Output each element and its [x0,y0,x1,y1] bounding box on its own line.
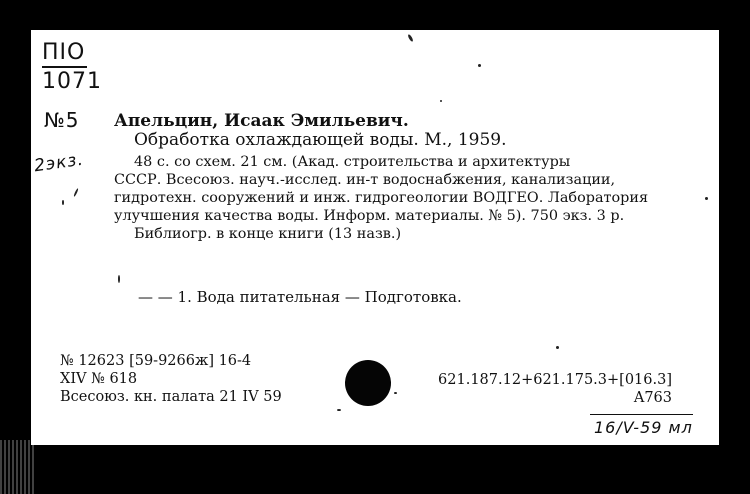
udc-line: A763 [633,390,672,406]
author-name: Апельцин, Исаак Эмильевич. [114,111,409,131]
bibliographic-description [114,153,648,243]
handwritten-copies: 2экз. [32,149,86,177]
description-line: СССР. Всесоюз. науч.-исслед. ин-т водоснабжения, канализации, [114,172,616,188]
registration-line: Всесоюз. кн. палата 21 IV 59 [60,389,282,405]
handwritten-date-note: 16/V-59 мл [594,418,693,437]
registration-block [60,352,282,406]
book-title: Обработка охлаждающей воды. М., 1959. [134,130,507,150]
scanner-edge-strip [0,440,34,494]
description-line: Библиогр. в конце книги (13 назв.) [134,226,402,242]
scan-speck [118,275,120,283]
handwritten-shelf-mark-2: 1071 [42,69,102,94]
scan-speck [394,392,397,394]
udc-line: 621.187.12+621.175.3+[016.3] [438,372,672,388]
scan-speck [705,197,708,200]
handwritten-number: №5 [44,108,80,132]
punch-hole [345,360,391,406]
scan-speck [440,100,442,102]
description-line: гидротехн. сооружений и инж. гидрогеологии ВОДГЕО. Лаборатория [114,190,649,206]
scan-speck [337,409,341,411]
registration-line: № 12623 [59-9266ж] 16-4 [60,353,252,369]
handwritten-shelf-mark-1: ПIО [42,40,86,65]
description-line: улучшения качества воды. Информ. материалы. № 5). 750 экз. 3 р. [114,208,625,224]
scan-speck [478,64,481,67]
registration-line: XIV № 618 [60,371,138,387]
udc-block [434,371,672,407]
subject-heading: — — 1. Вода питательная — Подготовка. [138,288,462,306]
description-line: 48 с. со схем. 21 см. (Акад. строительства и архитектуры [134,154,571,170]
scan-speck [62,200,64,205]
scan-speck [556,346,559,349]
